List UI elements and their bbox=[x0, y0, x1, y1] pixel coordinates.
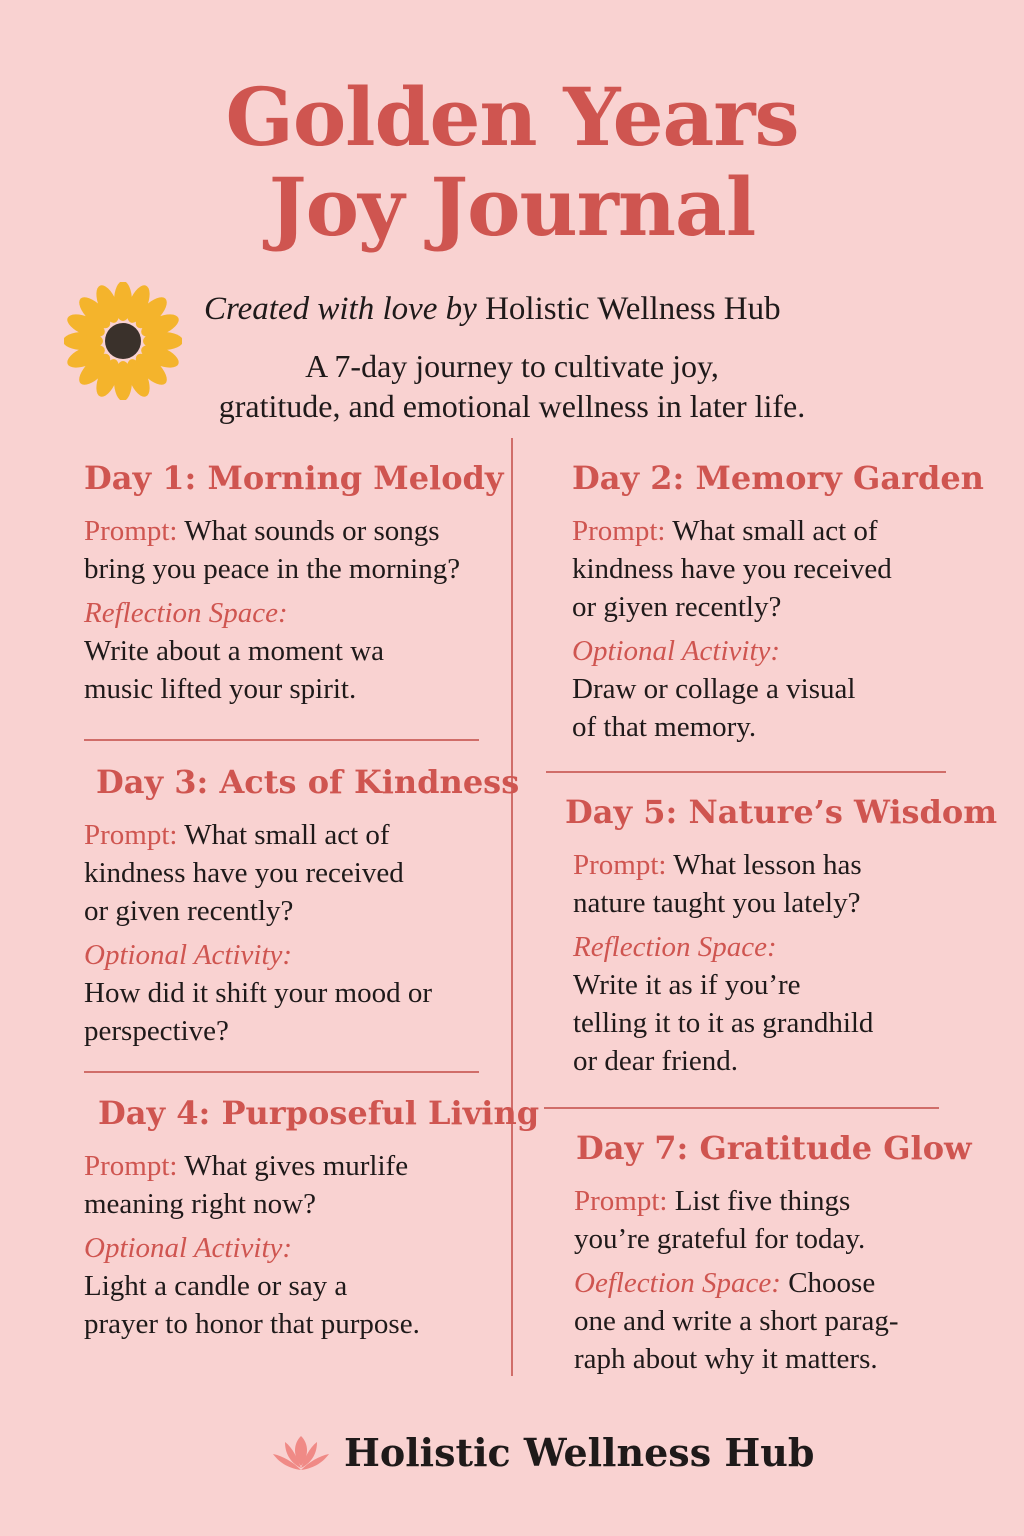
prompt-text-line-2: you’re grateful for today. bbox=[574, 1223, 866, 1255]
reflection-space-label: Reflection Space: bbox=[84, 597, 288, 629]
intro-line-2: gratitude, and emotional wellness in later life. bbox=[218, 388, 806, 424]
title-line-1: Golden Years bbox=[225, 70, 799, 164]
day-7-title: Day 7: Gratitude Glow bbox=[576, 1129, 972, 1167]
prompt-text-line-1: What sounds or songs bbox=[184, 515, 440, 547]
prompt-label: Prompt: bbox=[573, 849, 667, 881]
optional-activity-label: Optional Activity: bbox=[84, 1232, 293, 1264]
day-4-secondary bbox=[84, 1229, 504, 1343]
prompt-label: Prompt: bbox=[84, 819, 178, 851]
reflection-space-label: Oeflection Space: bbox=[574, 1267, 781, 1299]
prompt-label: Prompt: bbox=[572, 515, 666, 547]
intro-line-1: A 7-day journey to cultivate joy, bbox=[305, 348, 719, 384]
secondary-text-line-1: one and write a short parag- bbox=[574, 1305, 899, 1337]
secondary-text-line-1: Light a candle or say a bbox=[84, 1270, 348, 1302]
day-1-secondary bbox=[84, 594, 504, 708]
prompt-text-line-1: What gives murlife bbox=[184, 1150, 409, 1182]
secondary-text-line-1: Write about a moment wa bbox=[84, 635, 385, 667]
credit-brand: Holistic Wellness Hub bbox=[485, 291, 781, 327]
page-title bbox=[0, 72, 1024, 252]
section-divider-left-1 bbox=[84, 739, 479, 741]
optional-activity-label: Optional Activity: bbox=[84, 939, 293, 971]
prompt-text-line-1: What lesson has bbox=[673, 849, 862, 881]
credit-prefix: Created with love by bbox=[204, 291, 477, 327]
prompt-text-line-3: or giyen recently? bbox=[572, 591, 782, 623]
prompt-text-line-1: What small act of bbox=[184, 819, 390, 851]
day-3-title: Day 3: Acts of Kindness bbox=[96, 763, 520, 801]
day-2-title: Day 2: Memory Garden bbox=[572, 459, 984, 497]
intro-text bbox=[160, 346, 864, 426]
prompt-text-line-2: nature taught you lately? bbox=[573, 887, 861, 919]
day-2-entry bbox=[572, 458, 984, 752]
title-line-2: Joy Journal bbox=[268, 160, 756, 254]
secondary-text-line-2: music lifted your spirit. bbox=[84, 673, 357, 705]
section-divider-left-2 bbox=[84, 1071, 479, 1073]
prompt-label: Prompt: bbox=[84, 1150, 178, 1182]
day-5-prompt bbox=[565, 846, 955, 922]
secondary-text-line-2: telling it to it as grandhild bbox=[573, 1007, 874, 1039]
footer-brand: Holistic Wellness Hub bbox=[344, 1430, 815, 1475]
day-4-title: Day 4: Purposeful Living bbox=[98, 1094, 540, 1132]
secondary-text-line-1: How did it shift your mood or bbox=[84, 977, 432, 1009]
secondary-text-line-2: of that memory. bbox=[572, 711, 757, 743]
day-5-title: Day 5: Nature’s Wisdom bbox=[565, 793, 998, 831]
day-7-prompt bbox=[574, 1182, 964, 1258]
secondary-inline-text: Choose bbox=[788, 1267, 876, 1299]
credit-line bbox=[204, 288, 781, 330]
prompt-text-line-1: What small act of bbox=[672, 515, 878, 547]
secondary-text-line-1: Draw or collage a visual bbox=[572, 673, 856, 705]
section-divider-right-1 bbox=[546, 771, 946, 773]
optional-activity-label: Optional Activity: bbox=[572, 635, 781, 667]
prompt-text-line-2: kindness have you received bbox=[84, 857, 404, 889]
secondary-text-line-1: Write it as if you’re bbox=[573, 969, 801, 1001]
secondary-text-line-2: raph about why it matters. bbox=[574, 1343, 878, 1375]
day-2-secondary bbox=[572, 632, 962, 746]
day-7-secondary bbox=[574, 1264, 964, 1378]
day-3-prompt bbox=[84, 816, 504, 930]
day-5-entry bbox=[565, 792, 998, 1086]
prompt-text-line-3: or given recently? bbox=[84, 895, 294, 927]
secondary-text-line-2: prayer to honor that purpose. bbox=[84, 1308, 420, 1340]
prompt-text-line-2: meaning right now? bbox=[84, 1188, 316, 1220]
day-3-entry bbox=[84, 762, 520, 1056]
lotus-icon bbox=[269, 1432, 333, 1474]
prompt-text-line-2: kindness have you received bbox=[572, 553, 892, 585]
secondary-text-line-3: or dear friend. bbox=[573, 1045, 739, 1077]
column-divider bbox=[511, 438, 513, 1376]
prompt-label: Prompt: bbox=[84, 515, 178, 547]
prompt-text-line-2: bring you peace in the morning? bbox=[84, 553, 461, 585]
day-1-entry bbox=[84, 458, 504, 714]
day-1-prompt bbox=[84, 512, 504, 588]
day-7-entry bbox=[574, 1128, 972, 1384]
day-4-entry bbox=[84, 1093, 540, 1349]
reflection-space-label: Reflection Space: bbox=[573, 931, 777, 963]
day-5-secondary bbox=[565, 928, 955, 1080]
day-4-prompt bbox=[84, 1147, 504, 1223]
day-3-secondary bbox=[84, 936, 504, 1050]
prompt-text-line-1: List five things bbox=[674, 1185, 851, 1217]
secondary-text-line-2: perspective? bbox=[84, 1015, 229, 1047]
day-2-prompt bbox=[572, 512, 962, 626]
section-divider-right-2 bbox=[544, 1107, 939, 1109]
prompt-label: Prompt: bbox=[574, 1185, 668, 1217]
day-1-title: Day 1: Morning Melody bbox=[84, 459, 504, 497]
